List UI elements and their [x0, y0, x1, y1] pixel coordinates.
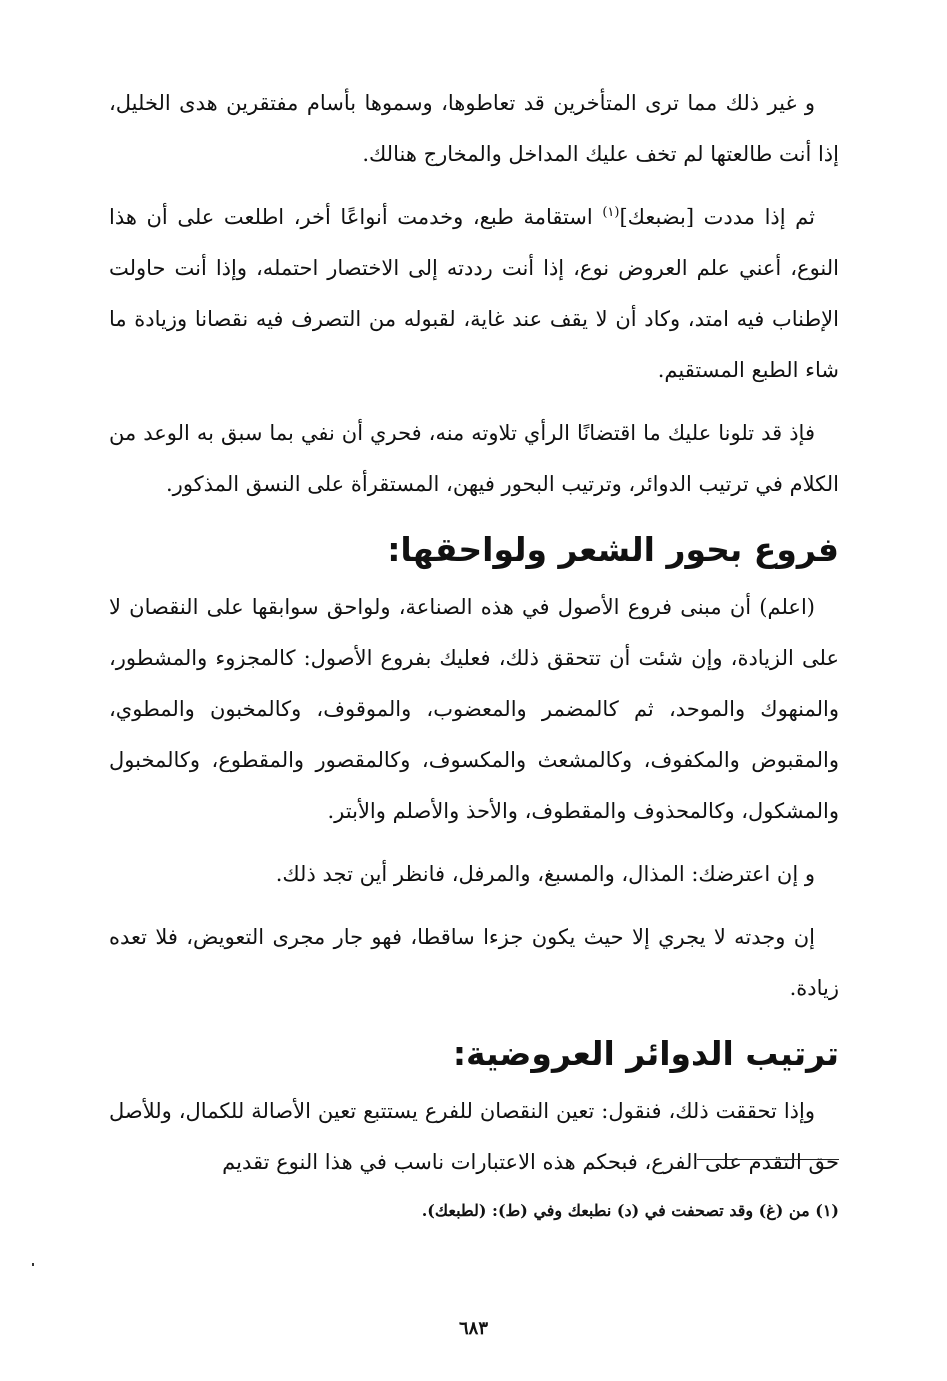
paragraph-6: إن وجدته لا يجري إلا حيث يكون جزءا ساقطا، فهو جار مجرى التعويض، فلا تعده زيادة.: [109, 925, 839, 1000]
scan-speck: [32, 1263, 34, 1266]
paragraph-2-rest: استقامة طبع، وخدمت أنواعًا أخر، اطلعت على أن هذا النوع، أعني علم العروض نوع، إذا أنت رددته إلى الاختصار احتمله، وإذا أنت حاولت الإطناب فيه امتد، وكاد أن لا يقف عند غاية، لقبوله من التصرف فيه نقصانا وزيادة ما شاء الطبع المستقيم.: [109, 205, 839, 382]
paragraph-2: [109, 192, 839, 396]
main-text-body: [109, 78, 839, 1200]
footnote-reference[interactable]: (١): [602, 205, 620, 220]
paragraph-1: و غير ذلك مما ترى المتأخرين قد تعاطوها، وسموها بأسام مفتقرين هدى الخليل، إذا أنت طالعتها لم تخف عليك المداخل والمخارج هنالك.: [109, 91, 839, 166]
paragraph-3: فإذ قد تلونا عليك ما اقتضانًا الرأي تلاوته منه، فحري أن نفي بما سبق به الوعد من الكلام في ترتيب الدوائر، وترتيب البحور فيهن، المستقرأة على النسق المذكور.: [109, 421, 839, 496]
paragraph-2-start: ثم إذا مددت [بضبعك]: [619, 205, 815, 229]
section-heading-branches: فروع بحور الشعر ولواحقها:: [387, 530, 839, 569]
footnote-separator: [697, 1159, 839, 1160]
section-heading-circles: ترتيب الدوائر العروضية:: [452, 1034, 839, 1073]
footnote: (١) من (غ) وقد تصحفت في (د) نطبعك وفي (ط): (لطبعك).: [421, 1201, 839, 1220]
paragraph-5: و إن اعترضك: المذال، والمسبغ، والمرفل، فانظر أين تجد ذلك.: [275, 862, 815, 886]
page-number: ٦٨٣: [458, 1318, 488, 1339]
paragraph-4: (اعلم) أن مبنى فروع الأصول في هذه الصناعة، ولواحق سوابقها على النقصان لا على الزيادة، وإن شئت أن تتحقق ذلك، فعليك بفروع الأصول: كالمجزوء والمشطور، والمنهوك والموحد، ثم كالمضمر والمعضوب، والموقوف، وكالمخبون والمطوي، والمقبوض والمكفوف، وكالمشعث والمكسوف، وكالمقصور والمقطوع، وكالمخبول والمشكول، وكالمحذوف والمقطوف، والأحذ والأصلم والأبتر.: [109, 595, 839, 823]
paragraph-7: وإذا تحققت ذلك، فنقول: تعين النقصان للفرع يستتبع تعين الأصالة للكمال، وللأصل حق التقدم على الفرع، فبحكم هذه الاعتبارات ناسب في هذا النوع تقديم: [109, 1099, 839, 1174]
